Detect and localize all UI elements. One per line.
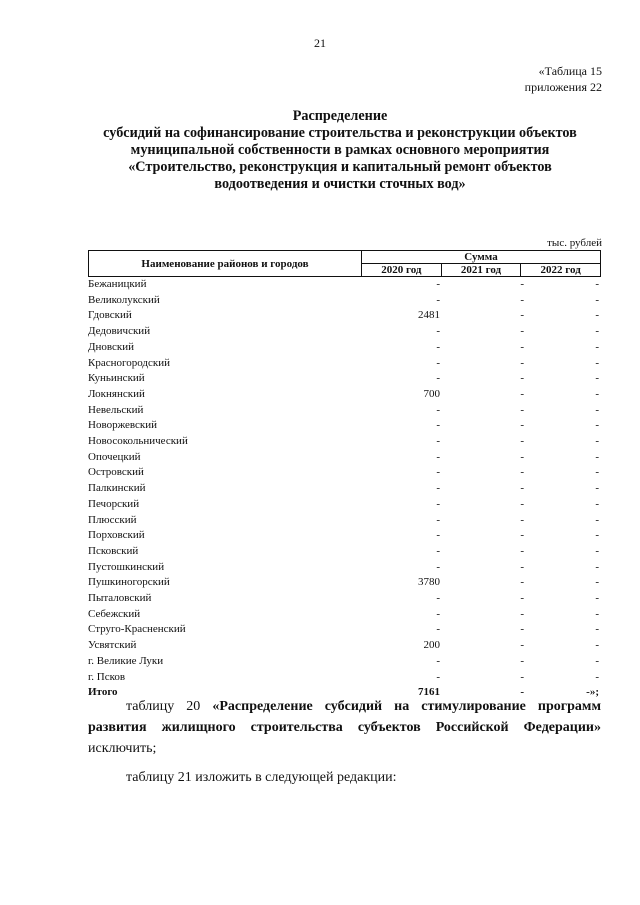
cell-2022: - — [595, 387, 599, 400]
table-row — [88, 638, 601, 654]
cell-2020: - — [436, 403, 440, 416]
cell-2020: - — [436, 529, 440, 542]
cell-2022: -»; — [586, 686, 599, 699]
distribution-table — [88, 250, 601, 701]
table-row — [88, 418, 601, 434]
cell-2022: - — [595, 450, 599, 463]
cell-2022: - — [595, 592, 599, 605]
cell-2020: - — [436, 278, 440, 290]
cell-2021: - — [520, 576, 524, 589]
table-row — [88, 356, 601, 372]
cell-2020: 7161 — [418, 686, 440, 699]
cell-2022: - — [595, 670, 599, 683]
cell-name: Новосокольнический — [88, 435, 188, 448]
paragraph-1-bold: «Распределение субсидий на стимулирование программ развития жилищного строительства субъектов Российской Федерации» — [88, 699, 602, 735]
cell-2022: - — [595, 607, 599, 620]
cell-2021: - — [520, 623, 524, 636]
cell-2022: - — [595, 372, 599, 385]
cell-2020: - — [436, 340, 440, 353]
title-line-5: водоотведения и очистки сточных вод» — [214, 176, 466, 192]
cell-2021: - — [520, 403, 524, 416]
cell-name: Дновский — [88, 340, 135, 353]
annex-reference — [525, 63, 602, 95]
table-row — [88, 481, 601, 497]
page-number: 21 — [314, 36, 326, 50]
title-line-1: Распределение — [292, 108, 388, 124]
cell-2020: 700 — [423, 387, 440, 400]
table-row — [88, 575, 601, 591]
cell-name: Гдовский — [88, 309, 132, 322]
cell-name: Островский — [88, 466, 144, 479]
table-row — [88, 308, 601, 324]
cell-2021: - — [520, 497, 524, 510]
document-title — [70, 108, 610, 193]
cell-2021: - — [520, 356, 524, 369]
header-sum: Сумма — [362, 251, 601, 264]
cell-2020: - — [436, 623, 440, 636]
cell-2022: - — [595, 309, 599, 322]
cell-name: Печорский — [88, 497, 140, 510]
cell-2022: - — [595, 529, 599, 542]
cell-2021: - — [520, 387, 524, 400]
table-row — [88, 670, 601, 686]
paragraph-table-20 — [88, 696, 601, 759]
cell-name: Себежский — [88, 607, 141, 620]
cell-name: Новоржевский — [88, 419, 158, 432]
cell-2021: - — [520, 325, 524, 338]
cell-2021: - — [520, 592, 524, 605]
header-name: Наименование районов и городов — [89, 251, 362, 277]
cell-2020: 3780 — [418, 576, 440, 589]
cell-2021: - — [520, 466, 524, 479]
cell-2022: - — [595, 435, 599, 448]
cell-2022: - — [595, 356, 599, 369]
cell-2020: - — [436, 513, 440, 526]
cell-2022: - — [595, 513, 599, 526]
cell-name: Пыталовский — [88, 592, 152, 605]
cell-name: Локнянский — [88, 387, 145, 400]
cell-2020: - — [436, 419, 440, 432]
cell-name: Пушкиногорский — [88, 576, 170, 589]
cell-2020: - — [436, 356, 440, 369]
cell-name: Палкинский — [88, 482, 146, 495]
cell-2021: - — [520, 450, 524, 463]
table-body — [88, 277, 601, 701]
cell-2021: - — [520, 513, 524, 526]
cell-2021: - — [520, 654, 524, 667]
cell-2020: - — [436, 293, 440, 306]
cell-2021: - — [520, 293, 524, 306]
cell-name: Дедовичский — [88, 325, 151, 338]
cell-2020: - — [436, 482, 440, 495]
title-line-4: «Строительство, реконструкция и капитальный ремонт объектов — [128, 159, 552, 175]
cell-name: Усвятский — [88, 639, 137, 652]
cell-2020: - — [436, 592, 440, 605]
title-line-2: субсидий на софинансирование строительства и реконструкции объектов — [103, 125, 577, 141]
header-year-2022: 2022 год — [521, 264, 601, 277]
header-year-2021: 2021 год — [441, 264, 521, 277]
table-row — [88, 371, 601, 387]
cell-2022: - — [595, 340, 599, 353]
cell-2022: - — [595, 325, 599, 338]
cell-2021: - — [520, 482, 524, 495]
table-row — [88, 497, 601, 513]
table-row — [88, 591, 601, 607]
cell-name: Плюсский — [88, 513, 137, 526]
table-row — [88, 622, 601, 638]
cell-2022: - — [595, 576, 599, 589]
table-row — [88, 654, 601, 670]
table-row — [88, 544, 601, 560]
table-row — [88, 513, 601, 529]
cell-2022: - — [595, 482, 599, 495]
cell-2021: - — [520, 529, 524, 542]
cell-2020: - — [436, 654, 440, 667]
cell-2020: - — [436, 450, 440, 463]
cell-name: Великолукский — [88, 293, 160, 306]
cell-2021: - — [520, 560, 524, 573]
cell-2020: - — [436, 466, 440, 479]
cell-name: г. Великие Луки — [88, 654, 164, 667]
cell-2022: - — [595, 293, 599, 306]
table-row — [88, 450, 601, 466]
cell-2020: - — [436, 497, 440, 510]
table-row — [88, 387, 601, 403]
cell-2021: - — [520, 639, 524, 652]
cell-2022: - — [595, 544, 599, 557]
cell-2021: - — [520, 607, 524, 620]
cell-2021: - — [520, 670, 524, 683]
cell-2022: - — [595, 419, 599, 432]
cell-2021: - — [520, 372, 524, 385]
table-row — [88, 293, 601, 309]
cell-2022: - — [595, 278, 599, 290]
cell-2022: - — [595, 639, 599, 652]
cell-2022: - — [595, 623, 599, 636]
cell-2022: - — [595, 403, 599, 416]
cell-2022: - — [595, 654, 599, 667]
cell-2020: - — [436, 372, 440, 385]
paragraph-table-21: таблицу 21 изложить в следующей редакции: — [126, 770, 397, 785]
table-row — [88, 560, 601, 576]
cell-name: Пустошкинский — [88, 560, 165, 573]
table-header — [88, 250, 601, 277]
annex-line-2: приложения 22 — [524, 80, 602, 94]
annex-line-1: «Таблица 15 — [538, 64, 602, 78]
cell-2020: - — [436, 607, 440, 620]
cell-name: Опочецкий — [88, 450, 141, 463]
cell-name: Итого — [88, 686, 118, 699]
cell-2022: - — [595, 466, 599, 479]
cell-name: Псковский — [88, 544, 139, 557]
cell-2021: - — [520, 309, 524, 322]
table-row — [88, 277, 601, 293]
title-line-3: муниципальной собственности в рамках основного мероприятия — [130, 142, 550, 158]
table-row — [88, 434, 601, 450]
table-row — [88, 340, 601, 356]
paragraph-1-before: таблицу 20 — [126, 699, 213, 714]
cell-2021: - — [520, 278, 524, 290]
cell-2020: - — [436, 670, 440, 683]
paragraph-1-after: исключить; — [88, 741, 157, 756]
cell-2022: - — [595, 497, 599, 510]
cell-2020: - — [436, 325, 440, 338]
cell-name: Невельский — [88, 403, 144, 416]
cell-2020: - — [436, 544, 440, 557]
cell-2021: - — [520, 544, 524, 557]
cell-name: Струго-Красненский — [88, 623, 186, 636]
cell-2022: - — [595, 560, 599, 573]
cell-2020: 200 — [423, 639, 440, 652]
cell-2021: - — [520, 419, 524, 432]
table-row — [88, 324, 601, 340]
units-label: тыс. рублей — [547, 237, 602, 249]
cell-name: Бежаницкий — [88, 278, 147, 290]
cell-name: Красногородский — [88, 356, 171, 369]
header-year-2020: 2020 год — [362, 264, 442, 277]
cell-2020: 2481 — [418, 309, 440, 322]
cell-2020: - — [436, 560, 440, 573]
cell-2021: - — [520, 340, 524, 353]
table-row — [88, 465, 601, 481]
table-row — [88, 528, 601, 544]
table-row — [88, 607, 601, 623]
cell-2021: - — [520, 686, 524, 699]
cell-2021: - — [520, 435, 524, 448]
cell-name: Куньинский — [88, 372, 145, 385]
cell-name: г. Псков — [88, 670, 126, 683]
cell-2020: - — [436, 435, 440, 448]
cell-name: Порховский — [88, 529, 145, 542]
table-row — [88, 403, 601, 419]
